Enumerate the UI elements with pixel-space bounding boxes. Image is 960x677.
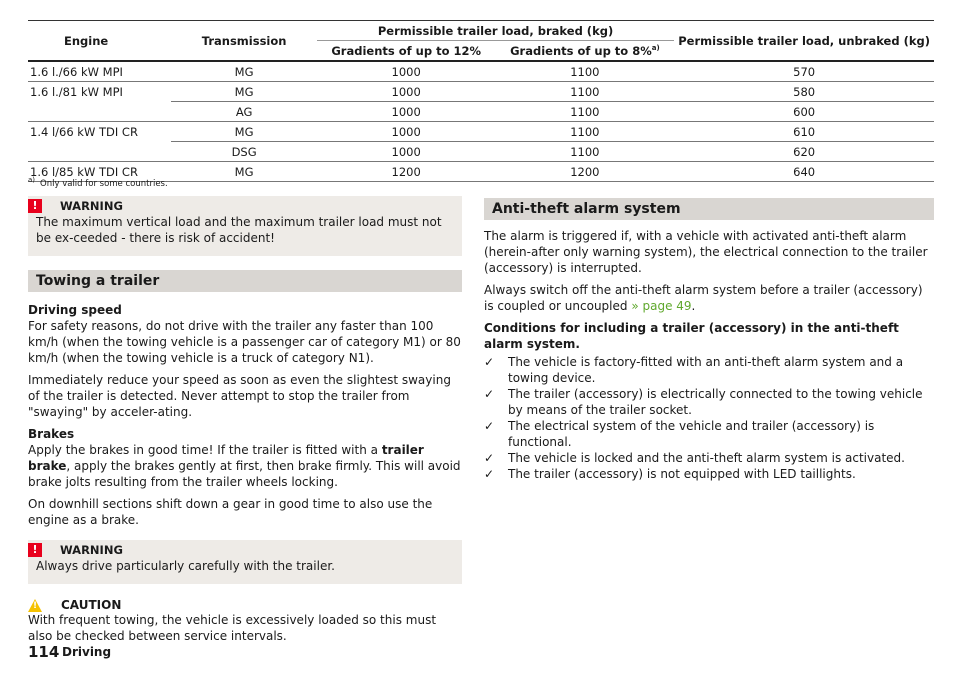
cell-gradient-12: 1000 [317,142,496,162]
caution-text: With frequent towing, the vehicle is excessively loaded so this must also be checked between service intervals. [28,613,437,643]
section-title-anti-theft: Anti-theft alarm system [484,198,934,220]
left-column [28,196,462,644]
list-item: ✓ The vehicle is factory-fitted with an anti-theft alarm system and a towing device. [484,355,904,385]
warning-text: The maximum vertical load and the maximum trailer load must not be ex-ceeded - there is risk of accident! [36,215,442,245]
driving-speed-heading: Driving speed [28,303,122,317]
cell-unbraked: 640 [674,162,934,182]
caution-title: CAUTION [61,598,122,612]
cell-gradient-12: 1000 [317,102,496,122]
cell-engine: 1.6 l/85 kW TDI CR [28,162,171,182]
cell-unbraked: 600 [674,102,934,122]
cell-gradient-8: 1100 [496,102,675,122]
cell-gradient-12: 1000 [317,61,496,82]
warning-icon: ! [28,199,42,213]
check-icon: ✓ [484,387,495,401]
check-icon: ✓ [484,467,495,481]
list-item: ✓ The trailer (accessory) is not equipped with LED taillights. [484,467,856,481]
sway-text: Immediately reduce your speed as soon as even the slightest swaying of the trailer is detected. Never attempt to stop the trailer from "swaying" by acceler-ating. [28,373,451,419]
warning-icon: ! [28,543,42,557]
downhill-text: On downhill sections shift down a gear in good time to also use the engine as a brake. [28,497,433,527]
header-transmission: Transmission [171,21,316,62]
right-column [484,198,934,482]
cell-unbraked: 570 [674,61,934,82]
footer-section: Driving [62,645,112,659]
cell-engine: 1.4 l/66 kW TDI CR [28,122,171,162]
cell-transmission: DSG [171,142,316,162]
brakes-text: Apply the brakes in good time! If the trailer is fitted with a trailer brake, apply the brakes gently at first, then brake firmly. This will avoid brake jolts resulting from the trailer wheels locking. [28,443,461,489]
switch-off-text: Always switch off the anti-theft alarm system before a trailer (accessory) is coupled or uncoupled » page 49. [484,283,923,313]
list-item: ✓ The electrical system of the vehicle and trailer (accessory) is functional. [484,419,875,449]
list-item: ✓ The vehicle is locked and the anti-theft alarm system is activated. [484,451,905,465]
cell-gradient-8: 1100 [496,122,675,142]
list-item: ✓ The trailer (accessory) is electrically connected to the towing vehicle by means of the trailer socket. [484,387,923,417]
brakes-heading: Brakes [28,427,75,441]
page-link[interactable]: » page 49 [631,299,692,313]
cell-transmission: MG [171,82,316,102]
cell-transmission: MG [171,61,316,82]
header-gradient-12: Gradients of up to 12% [317,41,496,62]
conditions-heading: Conditions for including a trailer (accessory) in the anti-theft alarm system. [484,321,899,351]
warning-title: WARNING [60,199,123,213]
cell-unbraked: 580 [674,82,934,102]
caution-heading [28,598,462,612]
check-icon: ✓ [484,419,495,433]
warning-box [28,196,462,256]
cell-gradient-12: 1000 [317,82,496,102]
cell-gradient-12: 1000 [317,122,496,142]
header-unbraked: Permissible trailer load, unbraked (kg) [674,21,934,62]
check-icon: ✓ [484,451,495,465]
cell-engine: 1.6 l./81 kW MPI [28,82,171,122]
cell-gradient-12: 1200 [317,162,496,182]
header-engine: Engine [28,21,171,62]
alarm-text: The alarm is triggered if, with a vehicle with activated anti-theft alarm (herein-after only warning system), the electrical connection to the trailer (accessory) is interrupted. [484,229,928,275]
caution-icon: ! [28,599,42,612]
table-row [28,61,934,82]
driving-speed-text: For safety reasons, do not drive with the trailer any faster than 100 km/h (when the towing vehicle is a passenger car of category M1) or 80 km/h (when the towing vehicle is a truck of category N1). [28,319,461,365]
warning-text: Always drive particularly carefully with the trailer. [36,559,335,573]
table-footnote: $^{a)}$ Only valid for some countries. [28,176,168,189]
warning-box [28,540,462,584]
cell-unbraked: 610 [674,122,934,142]
warning-title: WARNING [60,543,123,557]
cell-gradient-8: 1100 [496,61,675,82]
cell-gradient-8: 1100 [496,82,675,102]
cell-gradient-8: 1100 [496,142,675,162]
page-number: 114 [28,643,60,661]
trailer-load-table [28,20,934,182]
cell-engine: 1.6 l./66 kW MPI [28,61,171,82]
check-icon: ✓ [484,355,495,369]
cell-transmission: AG [171,102,316,122]
table-row [28,82,934,102]
table-row [28,122,934,142]
header-gradient-8: Gradients of up to 8%$^{a)}$ [496,41,675,62]
header-braked: Permissible trailer load, braked (kg) [317,21,674,41]
section-title-towing: Towing a trailer [28,270,462,292]
cell-transmission: MG [171,122,316,142]
cell-gradient-8: 1200 [496,162,675,182]
conditions-list [484,354,934,482]
cell-unbraked: 620 [674,142,934,162]
cell-transmission: MG [171,162,316,182]
